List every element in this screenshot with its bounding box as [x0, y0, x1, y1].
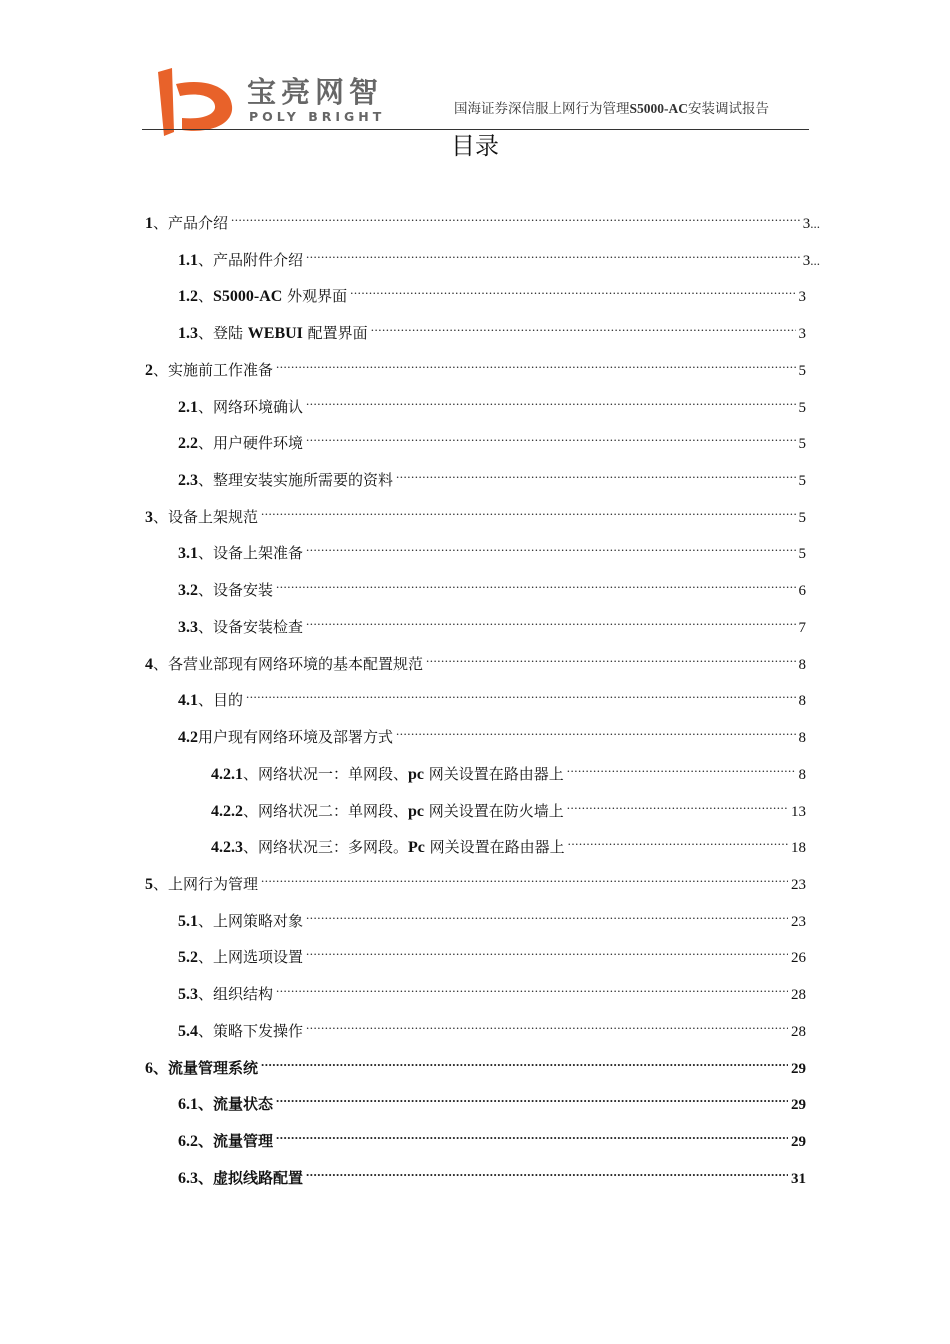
toc-entry-number: 6 [145, 1059, 153, 1077]
toc-entry-bold-text: pc [408, 802, 425, 820]
toc-entry-number: 1.3 [178, 325, 198, 343]
toc-dot-leader [568, 830, 788, 852]
toc-entry[interactable] [211, 830, 806, 857]
toc-entry-number: 3 [145, 508, 153, 526]
toc-page-number: 29 [791, 1134, 806, 1150]
toc-entry-number: 1.2 [178, 288, 198, 306]
toc-entry[interactable] [178, 940, 806, 967]
toc-entry-title [153, 873, 258, 895]
toc-entry-number: 2.2 [178, 435, 198, 453]
toc-page-number: 29 [791, 1097, 806, 1114]
toc-page-number: 6 [798, 583, 806, 600]
toc-trailing-dots: ... [810, 252, 820, 268]
toc-entry-number: 6.1 [178, 1096, 198, 1114]
toc-entry-title [243, 763, 564, 786]
toc-entry-number: 5.3 [178, 986, 198, 1004]
toc-dot-leader [306, 904, 788, 926]
toc-entry-title [198, 1020, 303, 1042]
toc-entry[interactable] [145, 1051, 806, 1077]
toc-page-number: 23 [791, 913, 806, 930]
toc-entry-text: 、各营业部现有网络环境的基本配置规范 [153, 654, 424, 673]
toc-page-number: 3 [798, 289, 806, 306]
toc-entry[interactable] [178, 1087, 806, 1114]
toc-dot-leader [306, 1014, 788, 1036]
toc-entry-title [243, 800, 564, 823]
toc-page-number: 5 [798, 546, 806, 563]
toc-page-number: 7 [798, 619, 806, 636]
toc-trailing-dots: ... [810, 216, 820, 231]
toc-page-number: 3 [798, 326, 806, 343]
toc-entry-title [243, 836, 565, 859]
toc-dot-leader [306, 536, 795, 558]
toc-entry-title [198, 983, 273, 1005]
toc-entry-title [198, 1130, 273, 1152]
toc-page-number: 5 [798, 509, 806, 526]
toc-entry-text: 、设备上架准备 [198, 544, 304, 563]
toc-entry-text-suffix: 网关设置在防火墙上 [424, 801, 564, 820]
toc-page-number: 26 [791, 950, 806, 967]
header-divider [142, 129, 809, 130]
toc-entry-text: 、产品介绍 [153, 214, 229, 232]
toc-entry-number: 5.4 [178, 1022, 198, 1040]
toc-entry-number: 1.1 [178, 251, 198, 269]
toc-dot-leader [276, 1124, 788, 1146]
toc-entry-title [198, 396, 303, 418]
toc-entry[interactable] [178, 683, 806, 710]
toc-entry-number: 4.2 [178, 729, 198, 747]
toc-entry-number: 3.2 [178, 582, 198, 600]
toc-entry-text: 、虚拟线路配置 [198, 1168, 304, 1187]
toc-entry-text-suffix: 网关设置在路由器上 [424, 838, 565, 857]
toc-entry-number: 2 [145, 361, 153, 379]
toc-entry-bold-text: S5000-AC [213, 288, 283, 306]
toc-dot-leader [567, 794, 788, 816]
toc-dot-leader [426, 647, 795, 669]
toc-entry-text: 、设备安装检查 [198, 617, 304, 636]
toc-dot-leader [306, 426, 795, 448]
toc-dot-leader [276, 977, 788, 999]
toc-entry-number: 1 [145, 215, 153, 232]
toc-entry-title [198, 1093, 273, 1115]
toc-dot-leader [396, 720, 795, 742]
toc-entry-number: 3.3 [178, 618, 198, 636]
toc-dot-leader [350, 279, 795, 301]
toc-entry-text: 、策略下发操作 [198, 1021, 304, 1040]
toc-entry[interactable] [178, 390, 806, 416]
toc-entry-title [198, 432, 303, 454]
toc-entry-number: 4 [145, 655, 153, 673]
toc-entry[interactable] [211, 794, 806, 820]
toc-page-number: 8 [798, 656, 806, 673]
toc-entry[interactable] [145, 206, 820, 232]
toc-dot-leader [261, 1051, 788, 1073]
toc-entry[interactable] [178, 243, 820, 269]
toc-entry[interactable] [178, 463, 806, 490]
toc-entry-title [153, 212, 228, 234]
toc-entry[interactable] [178, 279, 806, 306]
toc-page-number: 8 [798, 693, 806, 710]
toc-entry-number: 2.3 [178, 472, 198, 490]
toc-entry-title [198, 542, 303, 564]
toc-entry[interactable] [178, 1124, 806, 1150]
logo-english-name: POLY BRIGHT [249, 109, 386, 124]
toc-dot-leader [261, 500, 795, 522]
toc-entry[interactable] [178, 536, 806, 563]
toc-page-number: 5 [798, 473, 806, 490]
toc-entry-text: 、上网行为管理 [153, 874, 259, 893]
toc-page-number: 5 [798, 436, 806, 453]
logo-chinese-name: 宝亮网智 [247, 75, 384, 109]
toc-entry-title [153, 359, 273, 381]
toc-entry-title [153, 1057, 258, 1079]
header-title [454, 97, 769, 117]
toc-page-number: 18 [791, 840, 806, 857]
toc-entry[interactable] [178, 426, 806, 453]
toc-entry-title [198, 249, 303, 271]
toc-dot-leader [396, 463, 795, 485]
toc-entry-text-suffix: 配置界面 [302, 324, 368, 343]
toc-entry[interactable] [145, 647, 806, 673]
toc-page-number: 28 [791, 1023, 806, 1040]
toc-dot-leader [306, 390, 795, 412]
toc-page-number: 3 [802, 252, 811, 269]
toc-entry[interactable] [178, 977, 806, 1004]
toc-entry-number: 5.2 [178, 949, 198, 967]
toc-entry-title [198, 469, 393, 491]
toc-entry[interactable] [178, 720, 806, 747]
toc-dot-leader [306, 610, 795, 632]
toc-dot-leader [246, 683, 795, 705]
toc-entry-text: 用户现有网络环境及部署方式 [198, 728, 394, 747]
toc-entry[interactable] [178, 610, 806, 636]
header-title-pre: 国海证券深信服上网行为管理 [454, 101, 630, 117]
toc-entry-title [153, 653, 423, 675]
toc-entry[interactable] [178, 573, 806, 600]
toc-entry-text: 、 [198, 287, 214, 306]
header-title-post: 安装调试报告 [688, 101, 770, 117]
toc-entry[interactable] [211, 757, 806, 783]
toc-entry[interactable] [178, 1161, 806, 1187]
toc-entry-bold-text: pc [408, 765, 425, 783]
toc-entry-text: 、网络状况二：单网段、 [243, 801, 409, 820]
toc-dot-leader [261, 867, 788, 889]
toc-page-number: 13 [791, 803, 806, 820]
toc-page-number: 3 [802, 216, 811, 232]
toc-dot-leader [567, 757, 796, 779]
toc-entry-number: 4.2.3 [211, 839, 243, 857]
toc-entry[interactable] [145, 867, 806, 893]
toc-page-number: 5 [798, 399, 806, 416]
toc-entry[interactable] [145, 500, 806, 526]
toc-entry-bold-text: Pc [408, 839, 425, 857]
toc-entry-text-suffix: 外观界面 [282, 287, 348, 306]
toc-entry-text: 、登陆 [198, 324, 248, 343]
toc-page-number: 5 [798, 362, 806, 379]
toc-page-number: 28 [791, 987, 806, 1004]
toc-entry-number: 2.1 [178, 398, 198, 416]
toc-page-number: 8 [798, 766, 806, 783]
toc-entry-number: 3.1 [178, 545, 198, 563]
toc-entry-text: 、组织结构 [198, 985, 274, 1004]
toc-entry-text: 、目的 [198, 691, 244, 710]
toc-dot-leader [276, 573, 795, 595]
toc-entry-text-suffix: 网关设置在路由器上 [424, 764, 564, 783]
toc-dot-leader [276, 1087, 788, 1109]
toc-entry[interactable] [178, 316, 806, 343]
toc-entry-number: 6.2 [178, 1133, 198, 1150]
page-title: 目录 [451, 132, 499, 160]
toc-entry-text: 、网络状况三：多网段。 [243, 838, 409, 857]
toc-entry-text: 、实施前工作准备 [153, 360, 274, 379]
toc-entry-number: 4.1 [178, 692, 198, 710]
toc-page-number: 23 [791, 876, 806, 893]
toc-entry-title [153, 506, 258, 528]
toc-entry-number: 4.2.2 [211, 802, 243, 820]
toc-entry-number: 4.2.1 [211, 765, 243, 783]
toc-entry-text: 、网络环境确认 [198, 397, 304, 416]
toc-entry-text: 、上网策略对象 [198, 911, 304, 930]
poly-bright-logo [152, 68, 452, 138]
toc-entry-text: 、流量管理 [198, 1132, 274, 1150]
toc-dot-leader [231, 206, 800, 228]
toc-entry-title [198, 689, 243, 711]
toc-dot-leader [306, 1161, 788, 1183]
toc-entry[interactable] [145, 353, 806, 379]
toc-entry-title [198, 946, 303, 968]
toc-page-number: 29 [791, 1060, 806, 1077]
toc-entry-number: 6.3 [178, 1169, 198, 1187]
toc-entry-text: 、设备上架规范 [153, 507, 259, 526]
toc-entry-number: 5.1 [178, 912, 198, 930]
toc-entry-text: 、产品附件介绍 [198, 250, 304, 269]
toc-entry[interactable] [178, 1014, 806, 1040]
toc-entry-text: 、整理安装实施所需要的资料 [198, 471, 394, 490]
toc-entry-title [198, 726, 393, 748]
toc-entry-title [198, 616, 303, 638]
toc-entry-text: 、流量状态 [198, 1095, 274, 1114]
toc-dot-leader [276, 353, 795, 375]
toc-entry-title [198, 910, 303, 932]
toc-dot-leader [306, 243, 800, 265]
toc-entry-text: 、流量管理系统 [153, 1058, 259, 1077]
toc-entry-title [198, 322, 368, 345]
toc-entry-number: 5 [145, 875, 153, 893]
toc-entry-text: 、上网选项设置 [198, 948, 304, 967]
toc-page-number: 8 [798, 730, 806, 747]
toc-entry-title [198, 579, 273, 601]
toc-entry-title [198, 285, 347, 308]
toc-entry-title [198, 1167, 303, 1189]
header-title-model: S5000-AC [629, 101, 689, 116]
toc-entry-text: 、网络状况一：单网段、 [243, 764, 409, 783]
toc-entry-text: 、用户硬件环境 [198, 434, 304, 453]
toc-dot-leader [306, 940, 788, 962]
toc-entry-text: 、设备安装 [198, 581, 274, 600]
toc-page-number: 31 [791, 1170, 806, 1187]
toc-entry-bold-text: WEBUI [247, 325, 303, 343]
toc-dot-leader [371, 316, 796, 338]
toc-entry[interactable] [178, 904, 806, 930]
